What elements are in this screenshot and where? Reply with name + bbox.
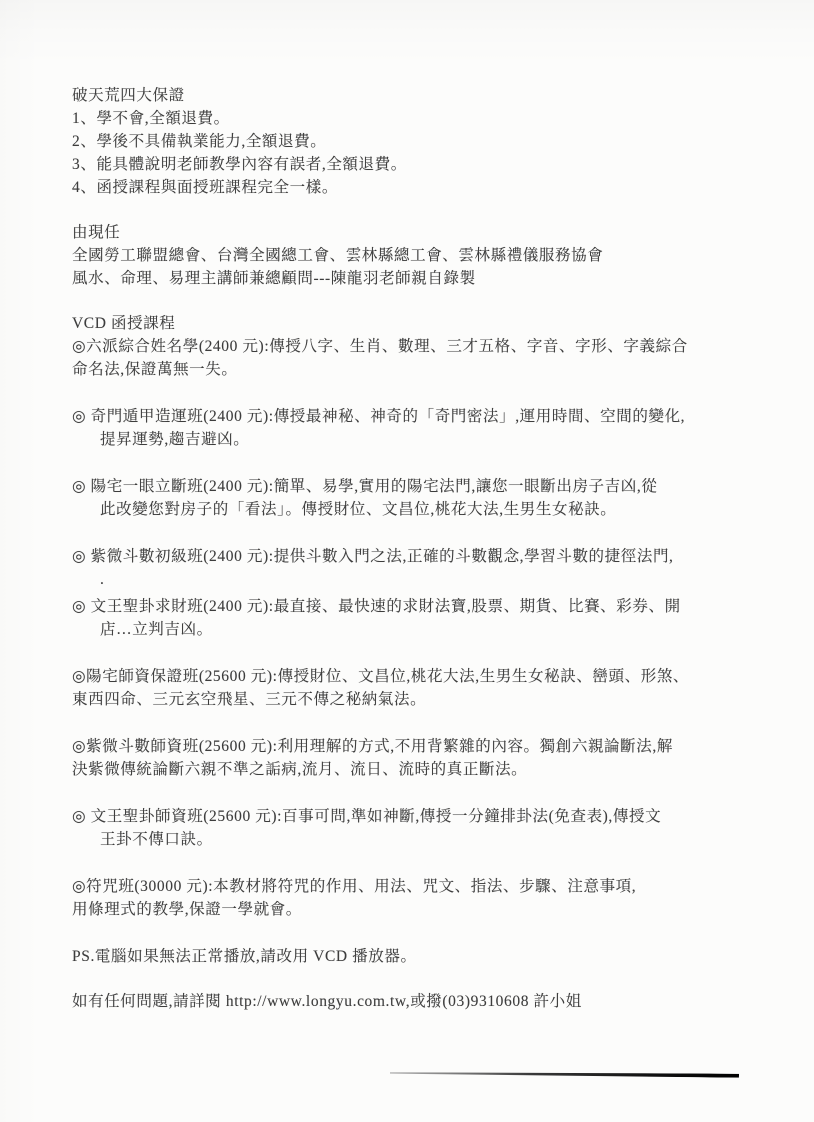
guarantee-item-3: 3、能具體說明老師教學內容有誤者,全額退費。 — [72, 156, 407, 173]
course-line: 命名法,保證萬無一失。 — [72, 361, 238, 378]
vcd-courses-title: VCD 函授課程 — [72, 315, 176, 332]
course-item-ziwei-master — [72, 735, 752, 781]
course-item-naming — [72, 335, 752, 381]
ps-note: PS.電腦如果無法正常播放,請改用 VCD 播放器。 — [72, 948, 417, 965]
course-line: ◎ 紫微斗數初級班(2400 元):提供斗數入門之法,正確的斗數觀念,學習斗數的捷徑法門, — [72, 548, 674, 565]
guarantee-title: 破天荒四大保證 — [72, 87, 185, 104]
presenter-line-3: 風水、命理、易理主講師兼總顧問---陳龍羽老師親自錄製 — [72, 270, 476, 287]
course-line: 店…立判吉凶。 — [100, 621, 213, 638]
course-line: 用條理式的教學,保證一學就會。 — [72, 901, 302, 918]
contact-line: 如有任何問題,請詳閱 http://www.longyu.com.tw,或撥(03)9310608 許小姐 — [72, 993, 582, 1010]
course-line: ◎ 文王聖卦求財班(2400 元):最直接、最快速的求財法寶,股票、期貨、比賽、彩券、開 — [72, 598, 681, 615]
course-line: 王卦不傳口訣。 — [100, 831, 213, 848]
guarantee-section — [72, 84, 752, 199]
course-line: . — [100, 571, 105, 588]
course-line: ◎ 文王聖卦師資班(25600 元):百事可問,準如神斷,傳授一分鐘排卦法(免查表),傳授文 — [72, 808, 662, 825]
course-line: ◎符咒班(30000 元):本教材將符咒的作用、用法、咒文、指法、步驟、注意事項, — [72, 878, 637, 895]
guarantee-item-2: 2、學後不具備執業能力,全額退費。 — [72, 133, 327, 150]
course-line: ◎陽宅師資保證班(25600 元):傳授財位、文昌位,桃花大法,生男生女秘訣、巒頭、形煞、 — [72, 668, 690, 685]
course-line: 此改變您對房子的「看法」。傳授財位、文昌位,桃花大法,生男生女秘訣。 — [100, 501, 617, 518]
contact-section — [72, 990, 752, 1013]
bottom-rule — [390, 1071, 739, 1078]
course-line: ◎紫微斗數師資班(25600 元):利用理解的方式,不用背繁雜的內容。獨創六親論斷法,解 — [72, 738, 673, 755]
vcd-title-section — [72, 312, 752, 335]
presenter-line-1: 由現任 — [72, 224, 121, 241]
guarantee-item-1: 1、學不會,全額退費。 — [72, 110, 230, 127]
course-line: 提昇運勢,趨吉避凶。 — [100, 431, 250, 448]
guarantee-item-4: 4、函授課程與面授班課程完全一樣。 — [72, 179, 338, 196]
course-item-yangzhai-basic — [72, 475, 752, 521]
course-line: ◎ 陽宅一眼立斷班(2400 元):簡單、易學,實用的陽宅法門,讓您一眼斷出房子吉凶,從 — [72, 478, 658, 495]
course-line: ◎六派綜合姓名學(2400 元):傳授八字、生肖、數理、三才五格、字音、字形、字義綜合 — [72, 338, 688, 355]
course-item-wenwang-wealth — [72, 595, 752, 641]
course-line: 東西四命、三元玄空飛星、三元不傳之秘納氣法。 — [72, 691, 427, 708]
document-content — [72, 84, 752, 1035]
course-line: 決紫微傳統論斷六親不準之詬病,流月、流日、流時的真正斷法。 — [72, 761, 528, 778]
course-item-yangzhai-master — [72, 665, 752, 711]
course-line: ◎ 奇門遁甲造運班(2400 元):傳授最神秘、神奇的「奇門密法」,運用時間、空間的變化, — [72, 408, 686, 425]
ps-note-section — [72, 945, 752, 968]
course-item-talisman — [72, 875, 752, 921]
course-item-wenwang-master — [72, 805, 752, 851]
presenter-section — [72, 221, 752, 290]
course-item-qimen — [72, 405, 752, 451]
course-item-ziwei-basic — [72, 545, 752, 591]
presenter-line-2: 全國勞工聯盟總會、台灣全國總工會、雲林縣總工會、雲林縣禮儀服務協會 — [72, 247, 604, 264]
